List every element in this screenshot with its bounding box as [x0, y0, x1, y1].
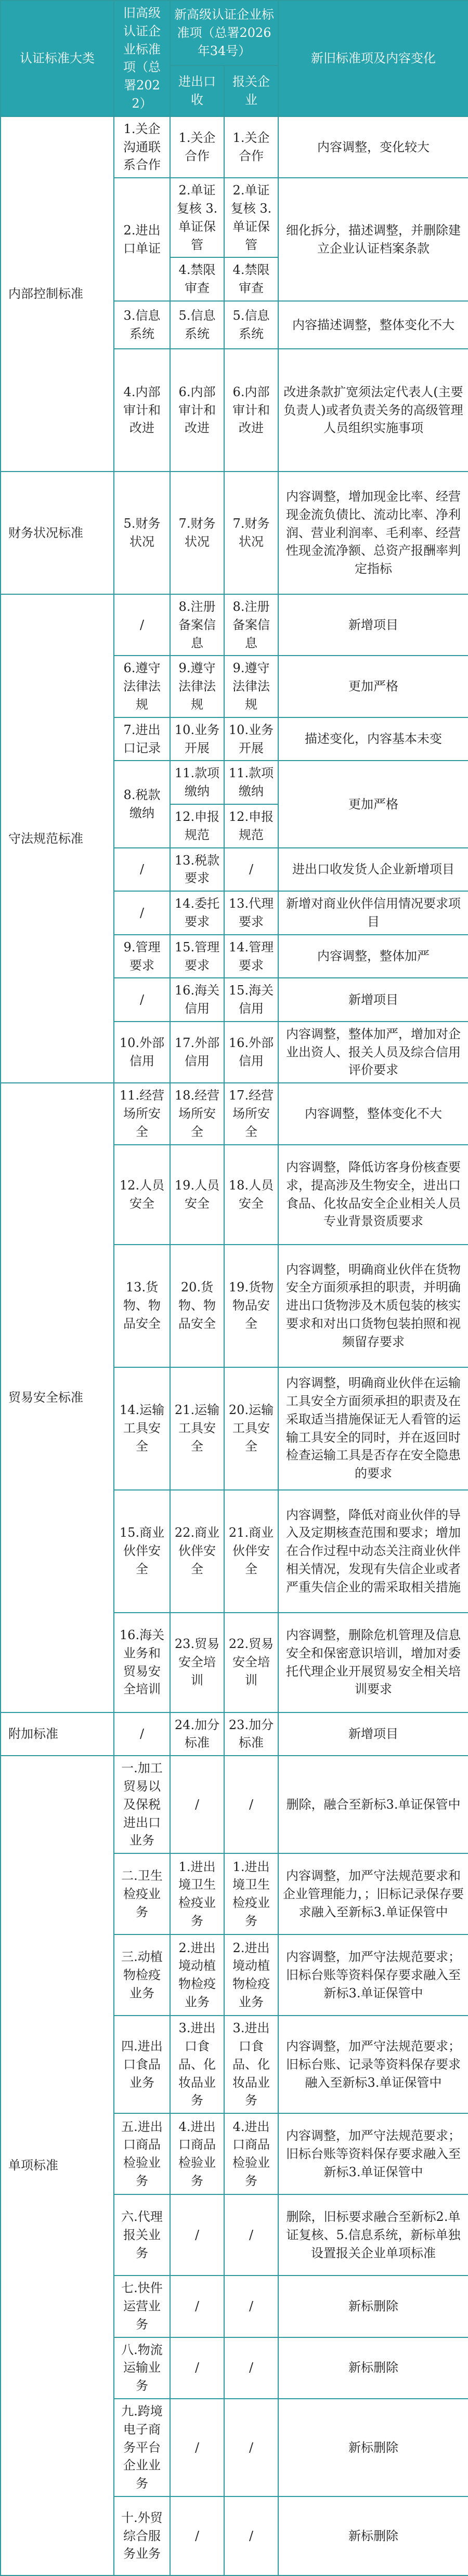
new-import-export-cell: 7.财务状况	[170, 472, 224, 594]
new-customs-broker-cell: /	[224, 2496, 278, 2575]
change-description-cell: 内容调整，加严守法规范要求和企业管理能力，；旧标记录保存要求融入至新标3.单证保管中	[278, 1853, 468, 1934]
header-import-export: 进出口收	[170, 66, 224, 116]
change-description-cell: 内容调整，加严守法规范要求；旧标台账等资料保存要求融入至新标3.单证保管中	[278, 1934, 468, 2016]
change-description-cell: 内容描述调整，整体变化不大	[278, 301, 468, 349]
old-item-cell: /	[114, 848, 170, 892]
change-description-cell: 新标删除	[278, 2337, 468, 2399]
new-import-export-cell: 1.进出境卫生检疫业务	[170, 1853, 224, 1934]
old-item-cell: 8.税款缴纳	[114, 761, 170, 847]
new-import-export-cell: /	[170, 1756, 224, 1853]
new-customs-broker-cell: 2.进出境动植物检疫业务	[224, 1934, 278, 2016]
change-description-cell: 内容调整，降低对商业伙伴的导入及定期核查范围和要求；增加在合作过程中动态关注商业伙伴相关情况，发现有失信企业或者严重失信企业的需采取相关措施	[278, 1490, 468, 1613]
new-import-export-cell: 19.人员安全	[170, 1145, 224, 1245]
change-description-cell: 新增项目	[278, 978, 468, 1022]
old-item-cell: 六.代理报关业务	[114, 2194, 170, 2276]
old-item-cell: 八.物流运输业务	[114, 2337, 170, 2399]
new-import-export-cell: 16.海关信用	[170, 978, 224, 1022]
change-description-cell: 删除，旧标要求融合至新标2.单证复核、5.信息系统，新标单独设置报关企业单项标准	[278, 2194, 468, 2276]
category-cell: 内部控制标准	[1, 116, 114, 472]
category-cell: 附加标准	[1, 1712, 114, 1756]
new-import-export-cell: 4.进出口商品检验业务	[170, 2113, 224, 2194]
change-description-cell: 内容调整，明确商业伙伴在货物安全方面须承担的职责，并明确进出口货物涉及木质包装的核实要求和对出口货物包装拍照和视频留存要求	[278, 1245, 468, 1367]
change-description-cell: 内容调整，明确商业伙伴在运输工具安全方面须承担的职责及在采取适当措施保证无人看管的运输工具安全的同时，并在返回时检查运输工具是否存在安全隐患的要求	[278, 1367, 468, 1490]
new-customs-broker-cell: 14.管理要求	[224, 935, 278, 978]
new-customs-broker-cell: 16.外部信用	[224, 1022, 278, 1083]
new-customs-broker-cell: 7.财务状况	[224, 472, 278, 594]
header-changes: 新旧标准项及内容变化	[278, 1, 468, 116]
new-import-export-cell: 15.管理要求	[170, 935, 224, 978]
new-import-export-cell: 21.运输工具安全	[170, 1367, 224, 1490]
new-customs-broker-cell: /	[224, 2337, 278, 2399]
change-description-cell: 内容调整，整体加严	[278, 935, 468, 978]
old-item-cell: 11.经营场所安全	[114, 1083, 170, 1144]
new-customs-broker-cell: 12.申报规范	[224, 804, 278, 848]
new-import-export-cell: 24.加分标准	[170, 1712, 224, 1756]
change-description-cell: 内容调整，删除危机管理及信息安全和保密意识培训，增加对委托代理企业开展贸易安全相关培训要求	[278, 1613, 468, 1712]
old-item-cell: 1.关企沟通联系合作	[114, 116, 170, 178]
new-customs-broker-cell: 15.海关信用	[224, 978, 278, 1022]
change-description-cell: 新增对商业伙伴信用情况要求项目	[278, 891, 468, 935]
new-import-export-cell: 6.内部审计和改进	[170, 349, 224, 472]
old-item-cell: 3.信息系统	[114, 301, 170, 349]
change-description-cell: 新标删除	[278, 2399, 468, 2496]
old-item-cell: 四.进出口食品业务	[114, 2016, 170, 2113]
old-item-cell: 2.进出口单证	[114, 178, 170, 301]
old-item-cell: 三.动植物检疫业务	[114, 1934, 170, 2016]
new-import-export-cell: 20.货物、物品安全	[170, 1245, 224, 1367]
table-row	[1, 1756, 468, 1853]
old-item-cell: 12.人员安全	[114, 1145, 170, 1245]
change-description-cell: 内容调整，整体变化不大	[278, 1083, 468, 1144]
change-description-cell: 内容调整，加严守法规范要求；旧标台账等资料保存要求融入至新标3.单证保管中	[278, 2113, 468, 2194]
new-customs-broker-cell: 9.遵守法律法规	[224, 656, 278, 717]
new-import-export-cell: /	[170, 2399, 224, 2496]
new-customs-broker-cell: 22.贸易安全培训	[224, 1613, 278, 1712]
change-description-cell: 新标删除	[278, 2496, 468, 2575]
category-cell: 财务状况标准	[1, 472, 114, 594]
change-description-cell: 新标删除	[278, 2276, 468, 2337]
new-import-export-cell: 4.禁限审查	[170, 257, 224, 301]
header-category: 认证标准大类	[1, 1, 114, 116]
new-customs-broker-cell: 3.进出口食品、化妆品业务	[224, 2016, 278, 2113]
new-customs-broker-cell: 1.进出境卫生检疫业务	[224, 1853, 278, 1934]
new-import-export-cell: 2.单证复核 3.单证保管	[170, 178, 224, 257]
old-item-cell: 二.卫生检疫业务	[114, 1853, 170, 1934]
table-row	[1, 116, 468, 178]
new-import-export-cell: 5.信息系统	[170, 301, 224, 349]
old-item-cell: 7.进出口记录	[114, 717, 170, 761]
change-description-cell: 细化拆分，描述调整，并删除建立企业认证档案条款	[278, 178, 468, 301]
new-import-export-cell: 1.关企合作	[170, 116, 224, 178]
old-item-cell: 10.外部信用	[114, 1022, 170, 1083]
change-description-cell: 新增项目	[278, 1712, 468, 1756]
change-description-cell: 更加严格	[278, 656, 468, 717]
new-customs-broker-cell: 4.进出口商品检验业务	[224, 2113, 278, 2194]
change-description-cell: 内容调整，变化较大	[278, 116, 468, 178]
old-item-cell: /	[114, 1712, 170, 1756]
new-import-export-cell: /	[170, 2496, 224, 2575]
new-customs-broker-cell: 6.内部审计和改进	[224, 349, 278, 472]
new-import-export-cell: 9.遵守法律法规	[170, 656, 224, 717]
new-import-export-cell: 12.申报规范	[170, 804, 224, 848]
old-item-cell: 4.内部审计和改进	[114, 349, 170, 472]
old-item-cell: 五.进出口商品检验业务	[114, 2113, 170, 2194]
old-item-cell: 15.商业伙伴安全	[114, 1490, 170, 1613]
new-customs-broker-cell: 21.商业伙伴安全	[224, 1490, 278, 1613]
new-customs-broker-cell: /	[224, 848, 278, 892]
new-import-export-cell: /	[170, 2276, 224, 2337]
new-customs-broker-cell: 11.款项缴纳	[224, 761, 278, 804]
change-description-cell: 内容调整，整体加严，增加对企业出资人、报关人员及综合信用评价要求	[278, 1022, 468, 1083]
old-item-cell: 九.跨境电子商务平台企业业务	[114, 2399, 170, 2496]
new-customs-broker-cell: /	[224, 2194, 278, 2276]
new-import-export-cell: 3.进出口食品、化妆品业务	[170, 2016, 224, 2113]
new-customs-broker-cell: 23.加分标准	[224, 1712, 278, 1756]
table-row	[1, 1083, 468, 1144]
change-description-cell: 改进条款扩宽须法定代表人(主要负责人)或者负责关务的高级管理人员组织实施事项	[278, 349, 468, 472]
new-customs-broker-cell: 2.单证复核 3.单证保管	[224, 178, 278, 257]
category-cell: 贸易安全标准	[1, 1083, 114, 1712]
new-import-export-cell: 22.商业伙伴安全	[170, 1490, 224, 1613]
change-description-cell: 内容调整，加严守法规范要求；旧标台账、记录等资料保存要求融入至新标3.单证保管中	[278, 2016, 468, 2113]
old-item-cell: 13.货物、物品安全	[114, 1245, 170, 1367]
old-item-cell: 十.外贸综合服务业务	[114, 2496, 170, 2575]
category-cell: 单项标准	[1, 1756, 114, 2575]
new-customs-broker-cell: 4.禁限审查	[224, 257, 278, 301]
new-customs-broker-cell: 13.代理要求	[224, 891, 278, 935]
old-item-cell: 14.运输工具安全	[114, 1367, 170, 1490]
new-import-export-cell: 17.外部信用	[170, 1022, 224, 1083]
new-customs-broker-cell: 10.业务开展	[224, 717, 278, 761]
change-description-cell: 删除，融合至新标3.单证保管中	[278, 1756, 468, 1853]
old-item-cell: 一.加工贸易以及保税进出口业务	[114, 1756, 170, 1853]
old-item-cell: /	[114, 594, 170, 656]
change-description-cell: 内容调整，增加现金比率、经营现金流负债比、流动比率、净利润、营业利润率、毛利率、经营性现金流净额、总资产报酬率判定指标	[278, 472, 468, 594]
old-item-cell: 16.海关业务和贸易安全培训	[114, 1613, 170, 1712]
table-body	[1, 116, 468, 2575]
new-customs-broker-cell: 18.人员安全	[224, 1145, 278, 1245]
change-description-cell: 更加严格	[278, 761, 468, 847]
new-import-export-cell: 8.注册备案信息	[170, 594, 224, 656]
new-import-export-cell: 11.款项缴纳	[170, 761, 224, 804]
old-item-cell: /	[114, 891, 170, 935]
new-customs-broker-cell: 8.注册备案信息	[224, 594, 278, 656]
new-import-export-cell: /	[170, 2194, 224, 2276]
new-customs-broker-cell: 19.货物物品安全	[224, 1245, 278, 1367]
new-customs-broker-cell: 1.关企合作	[224, 116, 278, 178]
new-import-export-cell: 14.委托要求	[170, 891, 224, 935]
new-import-export-cell: 23.贸易安全培训	[170, 1613, 224, 1712]
table-row	[1, 594, 468, 656]
new-import-export-cell: 13.税款要求	[170, 848, 224, 892]
new-import-export-cell: 10.业务开展	[170, 717, 224, 761]
old-item-cell: 5.财务状况	[114, 472, 170, 594]
header-customs-broker: 报关企业	[224, 66, 278, 116]
change-description-cell: 新增项目	[278, 594, 468, 656]
header-old-items: 旧高级认证企业标准项（总署2022）	[114, 1, 170, 116]
new-customs-broker-cell: 5.信息系统	[224, 301, 278, 349]
old-item-cell: 9.管理要求	[114, 935, 170, 978]
new-customs-broker-cell: /	[224, 2276, 278, 2337]
new-import-export-cell: 18.经营场所安全	[170, 1083, 224, 1144]
change-description-cell: 进出口收发货人企业新增项目	[278, 848, 468, 892]
change-description-cell: 描述变化，内容基本未变	[278, 717, 468, 761]
old-item-cell: /	[114, 978, 170, 1022]
new-import-export-cell: 2.进出境动植物检疫业务	[170, 1934, 224, 2016]
new-customs-broker-cell: /	[224, 1756, 278, 1853]
new-customs-broker-cell: 17.经营场所安全	[224, 1083, 278, 1144]
table-row	[1, 472, 468, 594]
new-import-export-cell: /	[170, 2337, 224, 2399]
header-new-items: 新高级认证企业标准项（总署2026年34号）	[170, 1, 278, 66]
change-description-cell: 内容调整，降低访客身份核查要求，提高涉及生物安全，进出口食品、化妆品安全企业相关人员专业背景资质要求	[278, 1145, 468, 1245]
category-cell: 守法规范标准	[1, 594, 114, 1083]
old-item-cell: 6.遵守法律法规	[114, 656, 170, 717]
new-customs-broker-cell: 20.运输工具安全	[224, 1367, 278, 1490]
old-item-cell: 七.快件运营业务	[114, 2276, 170, 2337]
table-row	[1, 1712, 468, 1756]
new-customs-broker-cell: /	[224, 2399, 278, 2496]
